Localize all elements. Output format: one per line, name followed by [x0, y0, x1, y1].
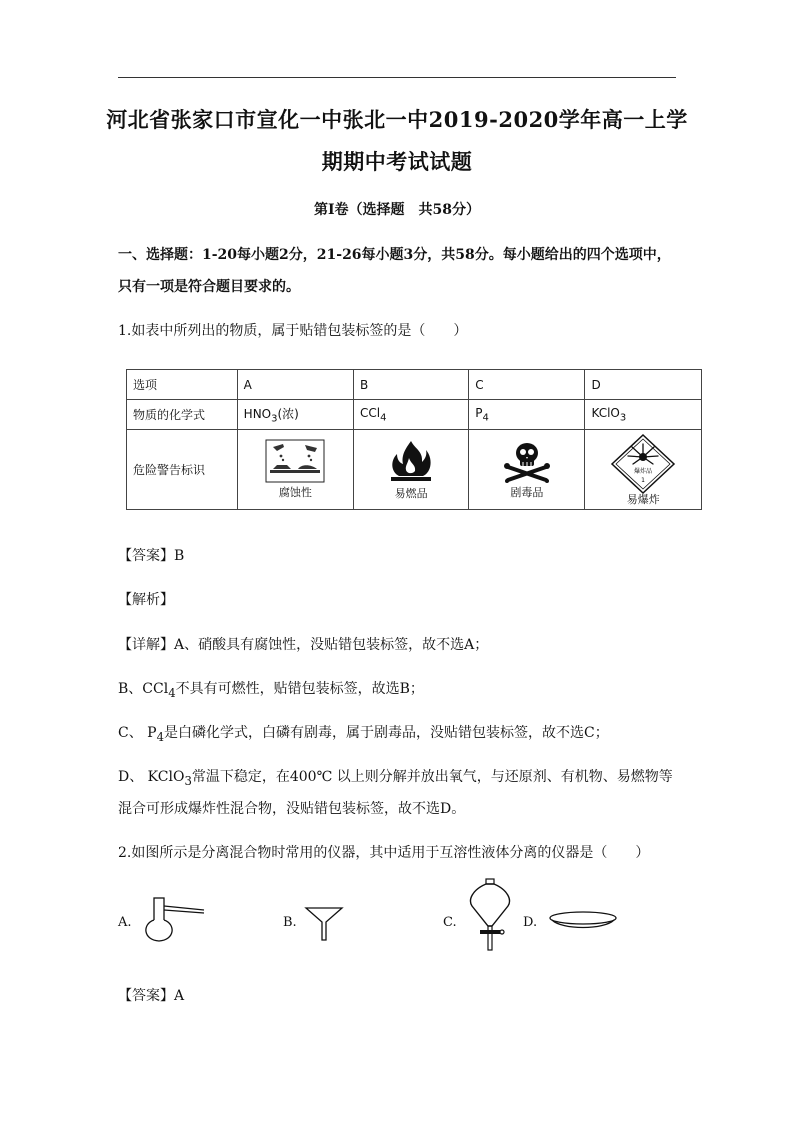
column-header-c: C [469, 370, 585, 400]
evaporating-dish-icon [548, 908, 618, 932]
formula-a [237, 400, 353, 430]
explanation-text: B、CCl [118, 681, 169, 697]
row-label-option: 选项 [127, 370, 238, 400]
formula-main: HNO [243, 406, 272, 421]
sign-caption: 易爆炸 [626, 492, 660, 506]
sign-cell-d [585, 430, 702, 510]
explanation-text: 是白磷化学式，白磷有剧毒，属于剧毒品，没贴错包装标签，故不选C； [164, 725, 609, 741]
column-header-d: D [585, 370, 702, 400]
explanation-text: 常温下稳定，在400℃ 以上则分解并放出氧气，与还原剂、有机物、易燃物等 [191, 769, 673, 785]
formula-subscript: 4 [380, 412, 387, 424]
option-c-label: C. [443, 915, 457, 930]
row-label-warning: 危险警告标识 [127, 430, 238, 510]
column-header-b: B [354, 370, 469, 400]
formula-subscript: 4 [156, 729, 165, 744]
explosive-inner-label: 爆炸品 [634, 467, 653, 475]
formula-subscript: 3 [184, 773, 192, 788]
table-row [127, 400, 702, 430]
formula-c [469, 400, 585, 430]
flammable-icon [385, 438, 437, 484]
explosive-inner-number: 1 [641, 476, 646, 484]
separatory-funnel-icon [460, 878, 520, 956]
formula-b [354, 400, 469, 430]
section-subtitle: 第I卷（选择题 共58分） [313, 202, 481, 218]
top-rule [118, 77, 676, 78]
formula-main: KClO [591, 405, 620, 420]
hazard-label-table [126, 369, 702, 510]
explanation-d-line2: 混合可形成爆炸性混合物，没贴错包装标签，故不选D。 [118, 801, 466, 817]
row-label-formula: 物质的化学式 [127, 400, 238, 430]
option-a-label: A. [118, 915, 132, 930]
formula-subscript: 4 [168, 685, 176, 700]
sign-caption: 腐蚀性 [278, 486, 312, 499]
explanation-text: D、 KClO [118, 769, 185, 785]
funnel-icon [304, 906, 344, 942]
page-title-line1: 河北省张家口市宣化一中张北一中2019-2020学年高一上学 [106, 107, 688, 132]
corrosive-icon [265, 439, 325, 483]
formula-d [585, 400, 702, 430]
formula-subscript: 4 [482, 412, 489, 424]
sign-cell-a [237, 430, 353, 510]
formula-main: CCl [360, 405, 381, 420]
analysis-heading: 【解析】 [118, 592, 174, 608]
explanation-c [118, 722, 609, 744]
table-row [127, 430, 702, 510]
explanation-a: 【详解】A、硝酸具有腐蚀性，没贴错包装标签，故不选A； [118, 637, 489, 653]
page-title-line2: 期期中考试试题 [321, 149, 473, 174]
formula-subscript: 3 [619, 412, 627, 424]
option-d-label: D. [523, 915, 538, 930]
toxic-skull-icon [499, 439, 555, 483]
section-instruction-line1: 一、选择题：1-20每小题2分，21-26每小题3分，共58分。每小题给出的四个选项中， [118, 247, 671, 263]
explanation-d [118, 766, 673, 788]
sign-cell-c [469, 430, 585, 510]
explanation-text: 不具有可燃性，贴错包装标签，故选B； [175, 681, 424, 697]
question-2-stem: 2.如图所示是分离混合物时常用的仪器，其中适用于互溶性液体分离的仪器是（ ） [118, 845, 650, 861]
sign-caption: 剧毒品 [510, 486, 544, 499]
sign-caption: 易燃品 [394, 487, 428, 500]
formula-subscript: 3 [271, 413, 278, 425]
explosive-icon [608, 433, 678, 495]
distillation-flask-icon [138, 896, 208, 946]
question-1-answer: 【答案】B [118, 548, 185, 564]
section-instruction-line2: 只有一项是符合题目要求的。 [118, 279, 300, 295]
option-b-label: B. [283, 915, 297, 930]
formula-suffix: (浓) [277, 406, 299, 421]
explanation-text: C、 P [118, 725, 157, 741]
question-1-stem: 1.如表中所列出的物质，属于贴错包装标签的是（ ） [118, 323, 468, 339]
column-header-a: A [237, 370, 353, 400]
formula-main: P [475, 405, 483, 420]
table-row [127, 370, 702, 400]
question-2-answer: 【答案】A [118, 988, 185, 1004]
sign-cell-b [354, 430, 469, 510]
explanation-b [118, 678, 424, 700]
